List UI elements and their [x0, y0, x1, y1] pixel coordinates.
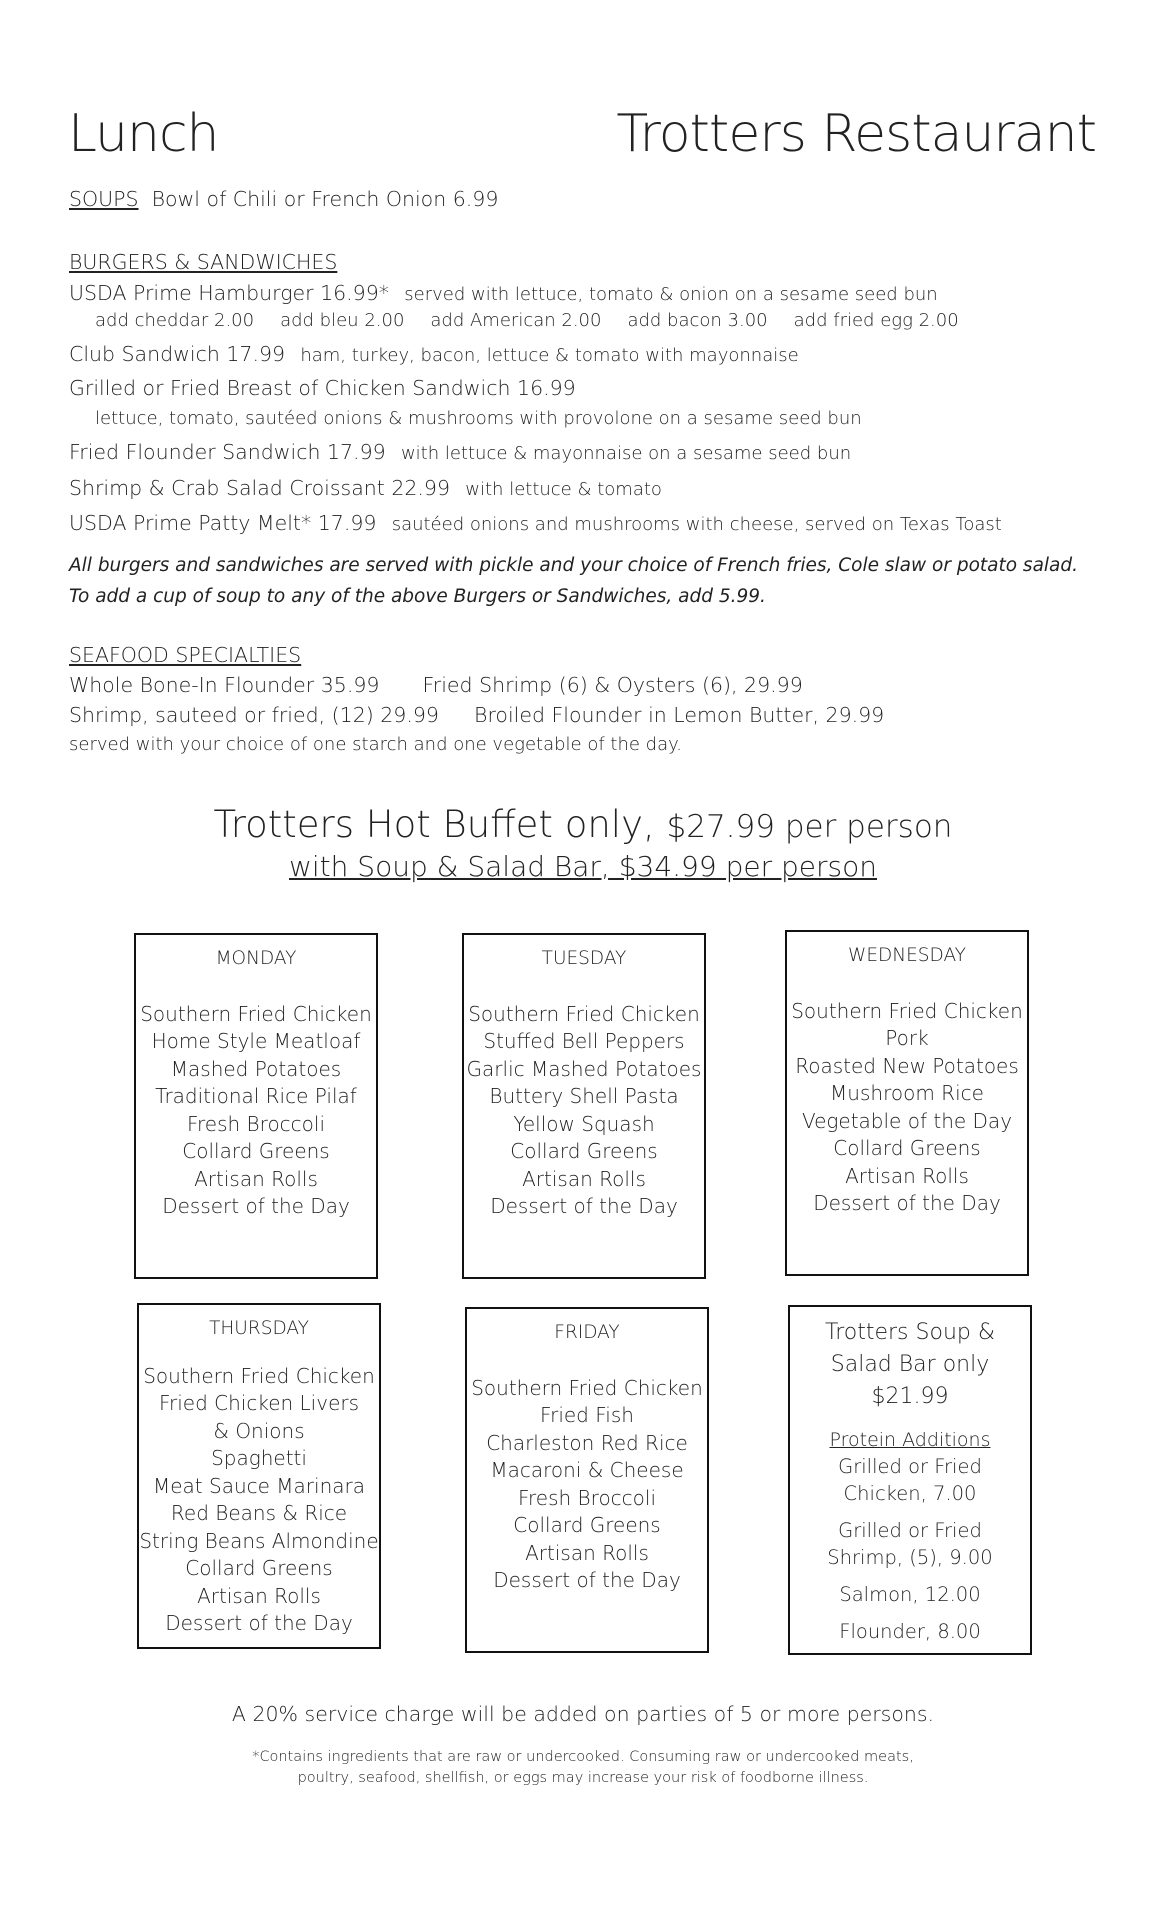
protein-line: Grilled or Fried [838, 1519, 982, 1542]
disclaimer-line-2: poultry, seafood, shellfish, or eggs may increase your risk of foodborne illness. [297, 1770, 869, 1786]
thursday-menu-box [137, 1303, 381, 1649]
buffet-title-text: Trotters Hot Buffet only, [213, 803, 655, 846]
menu-item: Roasted New Potatoes [795, 1053, 1019, 1078]
croissant-desc: with lettuce & tomato [465, 479, 662, 500]
buffet-subtitle-wrap [0, 850, 1166, 883]
patty-melt-desc: sautéed onions and mushrooms with cheese, served on Texas Toast [391, 514, 1002, 535]
day-label: THURSDAY [209, 1318, 309, 1339]
menu-item: Collard Greens [510, 1139, 658, 1163]
thursday-items [139, 1363, 379, 1638]
tuesday-items [464, 1001, 704, 1221]
menu-item: & Onions [213, 1418, 305, 1443]
menu-item: Stuffed Bell Peppers [483, 1029, 685, 1053]
menu-item: Meat Sauce Marinara [152, 1473, 365, 1498]
seafood-line-1 [69, 673, 803, 697]
menu-item: Artisan Rolls [194, 1166, 318, 1191]
addon-item: add bleu 2.00 [280, 310, 405, 331]
service-charge-note: A 20% service charge will be added on parties of 5 or more persons. [231, 1702, 935, 1726]
seafood-note: served with your choice of one starch and one vegetable of the day. [69, 734, 682, 755]
flounder-sandwich-item [69, 440, 851, 464]
soup-salad-bar-box [788, 1305, 1032, 1655]
club-sandwich-desc: ham, turkey, bacon, lettuce & tomato with mayonnaise [300, 345, 799, 366]
protein-flounder: Flounder, 8.00 [839, 1620, 981, 1643]
protein-chicken [790, 1453, 1030, 1507]
menu-item: Collard Greens [513, 1513, 661, 1537]
club-sandwich-item [69, 342, 799, 366]
seafood-broiled-flounder: Broiled Flounder in Lemon Butter, 29.99 [474, 703, 885, 727]
addon-item: add American 2.00 [430, 310, 602, 331]
menu-item: Pork [885, 1026, 929, 1050]
menu-item: Southern Fried Chicken [468, 1001, 700, 1026]
menu-item: Dessert of the Day [165, 1611, 353, 1635]
menu-item: Vegetable of the Day [801, 1108, 1013, 1133]
patty-melt-item [69, 511, 1002, 535]
menu-item: Charleston Red Rice [486, 1430, 688, 1455]
day-label: WEDNESDAY [848, 945, 966, 966]
hamburger-item [69, 281, 938, 305]
day-label: MONDAY [215, 948, 297, 969]
soups-label: SOUPS [69, 187, 139, 211]
salad-bar-title-line: Salad Bar only [830, 1352, 990, 1377]
menu-item: Collard Greens [833, 1136, 981, 1160]
burgers-note-sides: All burgers and sandwiches are served with pickle and your choice of French fries, Cole slaw or potato salad. [69, 555, 1079, 576]
menu-item: Artisan Rolls [525, 1540, 649, 1565]
menu-item: Southern Fried Chicken [791, 998, 1023, 1023]
hamburger-addons [95, 310, 959, 331]
menu-item: Dessert of the Day [813, 1191, 1001, 1215]
menu-item: Mashed Potatoes [170, 1056, 342, 1081]
protein-line: Chicken, 7.00 [843, 1482, 977, 1505]
addon-item: add bacon 3.00 [627, 310, 768, 331]
monday-menu-box [134, 933, 378, 1279]
buffet-price: $27.99 per person [666, 809, 953, 845]
buffet-title [0, 803, 1166, 846]
menu-item: Collard Greens [182, 1139, 330, 1163]
seafood-whole-flounder: Whole Bone-In Flounder 35.99 [69, 673, 380, 697]
salad-bar-title-line: Trotters Soup & [825, 1320, 995, 1345]
menu-item: Southern Fried Chicken [143, 1363, 375, 1388]
seafood-shrimp: Shrimp, sauteed or fried, (12) 29.99 [69, 703, 439, 727]
menu-item: Dessert of the Day [162, 1194, 350, 1218]
salad-bar-title [790, 1317, 1030, 1413]
salad-bar-price: $21.99 [871, 1384, 949, 1409]
protein-line: Grilled or Fried [838, 1455, 982, 1478]
flounder-sandwich-name: Fried Flounder Sandwich 17.99 [69, 440, 386, 464]
chicken-sandwich-desc: lettuce, tomato, sautéed onions & mushrooms with provolone on a sesame seed bun [95, 408, 862, 429]
seafood-section-label: SEAFOOD SPECIALTIES [69, 643, 302, 667]
wednesday-menu-box [785, 930, 1029, 1276]
croissant-item [69, 476, 662, 500]
restaurant-name: Trotters Restaurant [616, 104, 1096, 164]
chicken-sandwich-name: Grilled or Fried Breast of Chicken Sandwich 16.99 [69, 376, 576, 400]
menu-item: Fresh Broccoli [517, 1485, 657, 1510]
soups-text: Bowl of Chili or French Onion 6.99 [151, 187, 499, 211]
protein-additions-label: Protein Additions [829, 1429, 991, 1451]
menu-item: Artisan Rolls [197, 1583, 321, 1608]
patty-melt-name: USDA Prime Patty Melt* 17.99 [69, 511, 377, 535]
burgers-section-label: BURGERS & SANDWICHES [69, 250, 338, 274]
menu-item: Macaroni & Cheese [490, 1458, 684, 1482]
menu-item: Mushroom Rice [830, 1081, 984, 1105]
menu-item: Dessert of the Day [493, 1568, 681, 1592]
menu-item: Garlic Mashed Potatoes [466, 1056, 702, 1081]
disclaimer-line-1: *Contains ingredients that are raw or undercooked. Consuming raw or undercooked meats, [252, 1749, 914, 1765]
addon-item: add fried egg 2.00 [793, 310, 959, 331]
wednesday-items [787, 998, 1027, 1218]
burgers-note-soup: To add a cup of soup to any of the above Burgers or Sandwiches, add 5.99. [69, 586, 766, 607]
protein-line: Shrimp, (5), 9.00 [827, 1546, 993, 1569]
croissant-name: Shrimp & Crab Salad Croissant 22.99 [69, 476, 451, 500]
menu-item: Southern Fried Chicken [471, 1375, 703, 1400]
club-sandwich-name: Club Sandwich 17.99 [69, 342, 286, 366]
flounder-sandwich-desc: with lettuce & mayonnaise on a sesame seed bun [400, 443, 852, 464]
page-title-lunch: Lunch [68, 104, 219, 164]
monday-items [136, 1001, 376, 1221]
menu-item: Fresh Broccoli [186, 1111, 326, 1136]
protein-shrimp [790, 1517, 1030, 1571]
menu-item: Dessert of the Day [490, 1194, 678, 1218]
menu-item: Yellow Squash [513, 1111, 655, 1136]
menu-item: Buttery Shell Pasta [489, 1084, 679, 1108]
protein-salmon: Salmon, 12.00 [839, 1583, 981, 1606]
seafood-shrimp-oysters: Fried Shrimp (6) & Oysters (6), 29.99 [422, 673, 803, 697]
hamburger-name: USDA Prime Hamburger 16.99* [69, 281, 390, 305]
friday-items [467, 1375, 707, 1595]
menu-item: Southern Fried Chicken [140, 1001, 372, 1026]
buffet-subtitle: with Soup & Salad Bar, $34.99 per person [289, 850, 877, 883]
tuesday-menu-box [462, 933, 706, 1279]
menu-item: Spaghetti [211, 1446, 307, 1470]
day-label: TUESDAY [541, 948, 627, 969]
soups-line [69, 187, 498, 211]
day-label: FRIDAY [554, 1322, 620, 1343]
menu-item: Artisan Rolls [522, 1166, 646, 1191]
menu-item: Red Beans & Rice [170, 1501, 348, 1525]
addon-item: add cheddar 2.00 [95, 310, 255, 331]
seafood-line-2 [69, 703, 884, 727]
menu-item: String Beans Almondine [139, 1528, 379, 1553]
menu-item: Collard Greens [185, 1556, 333, 1580]
hamburger-desc: served with lettuce, tomato & onion on a sesame seed bun [404, 284, 938, 305]
menu-item: Artisan Rolls [845, 1163, 969, 1188]
menu-item: Fried Fish [540, 1403, 634, 1427]
menu-item: Home Style Meatloaf [151, 1029, 361, 1053]
menu-item: Fried Chicken Livers [158, 1391, 360, 1415]
friday-menu-box [465, 1307, 709, 1653]
menu-item: Traditional Rice Pilaf [155, 1084, 357, 1108]
